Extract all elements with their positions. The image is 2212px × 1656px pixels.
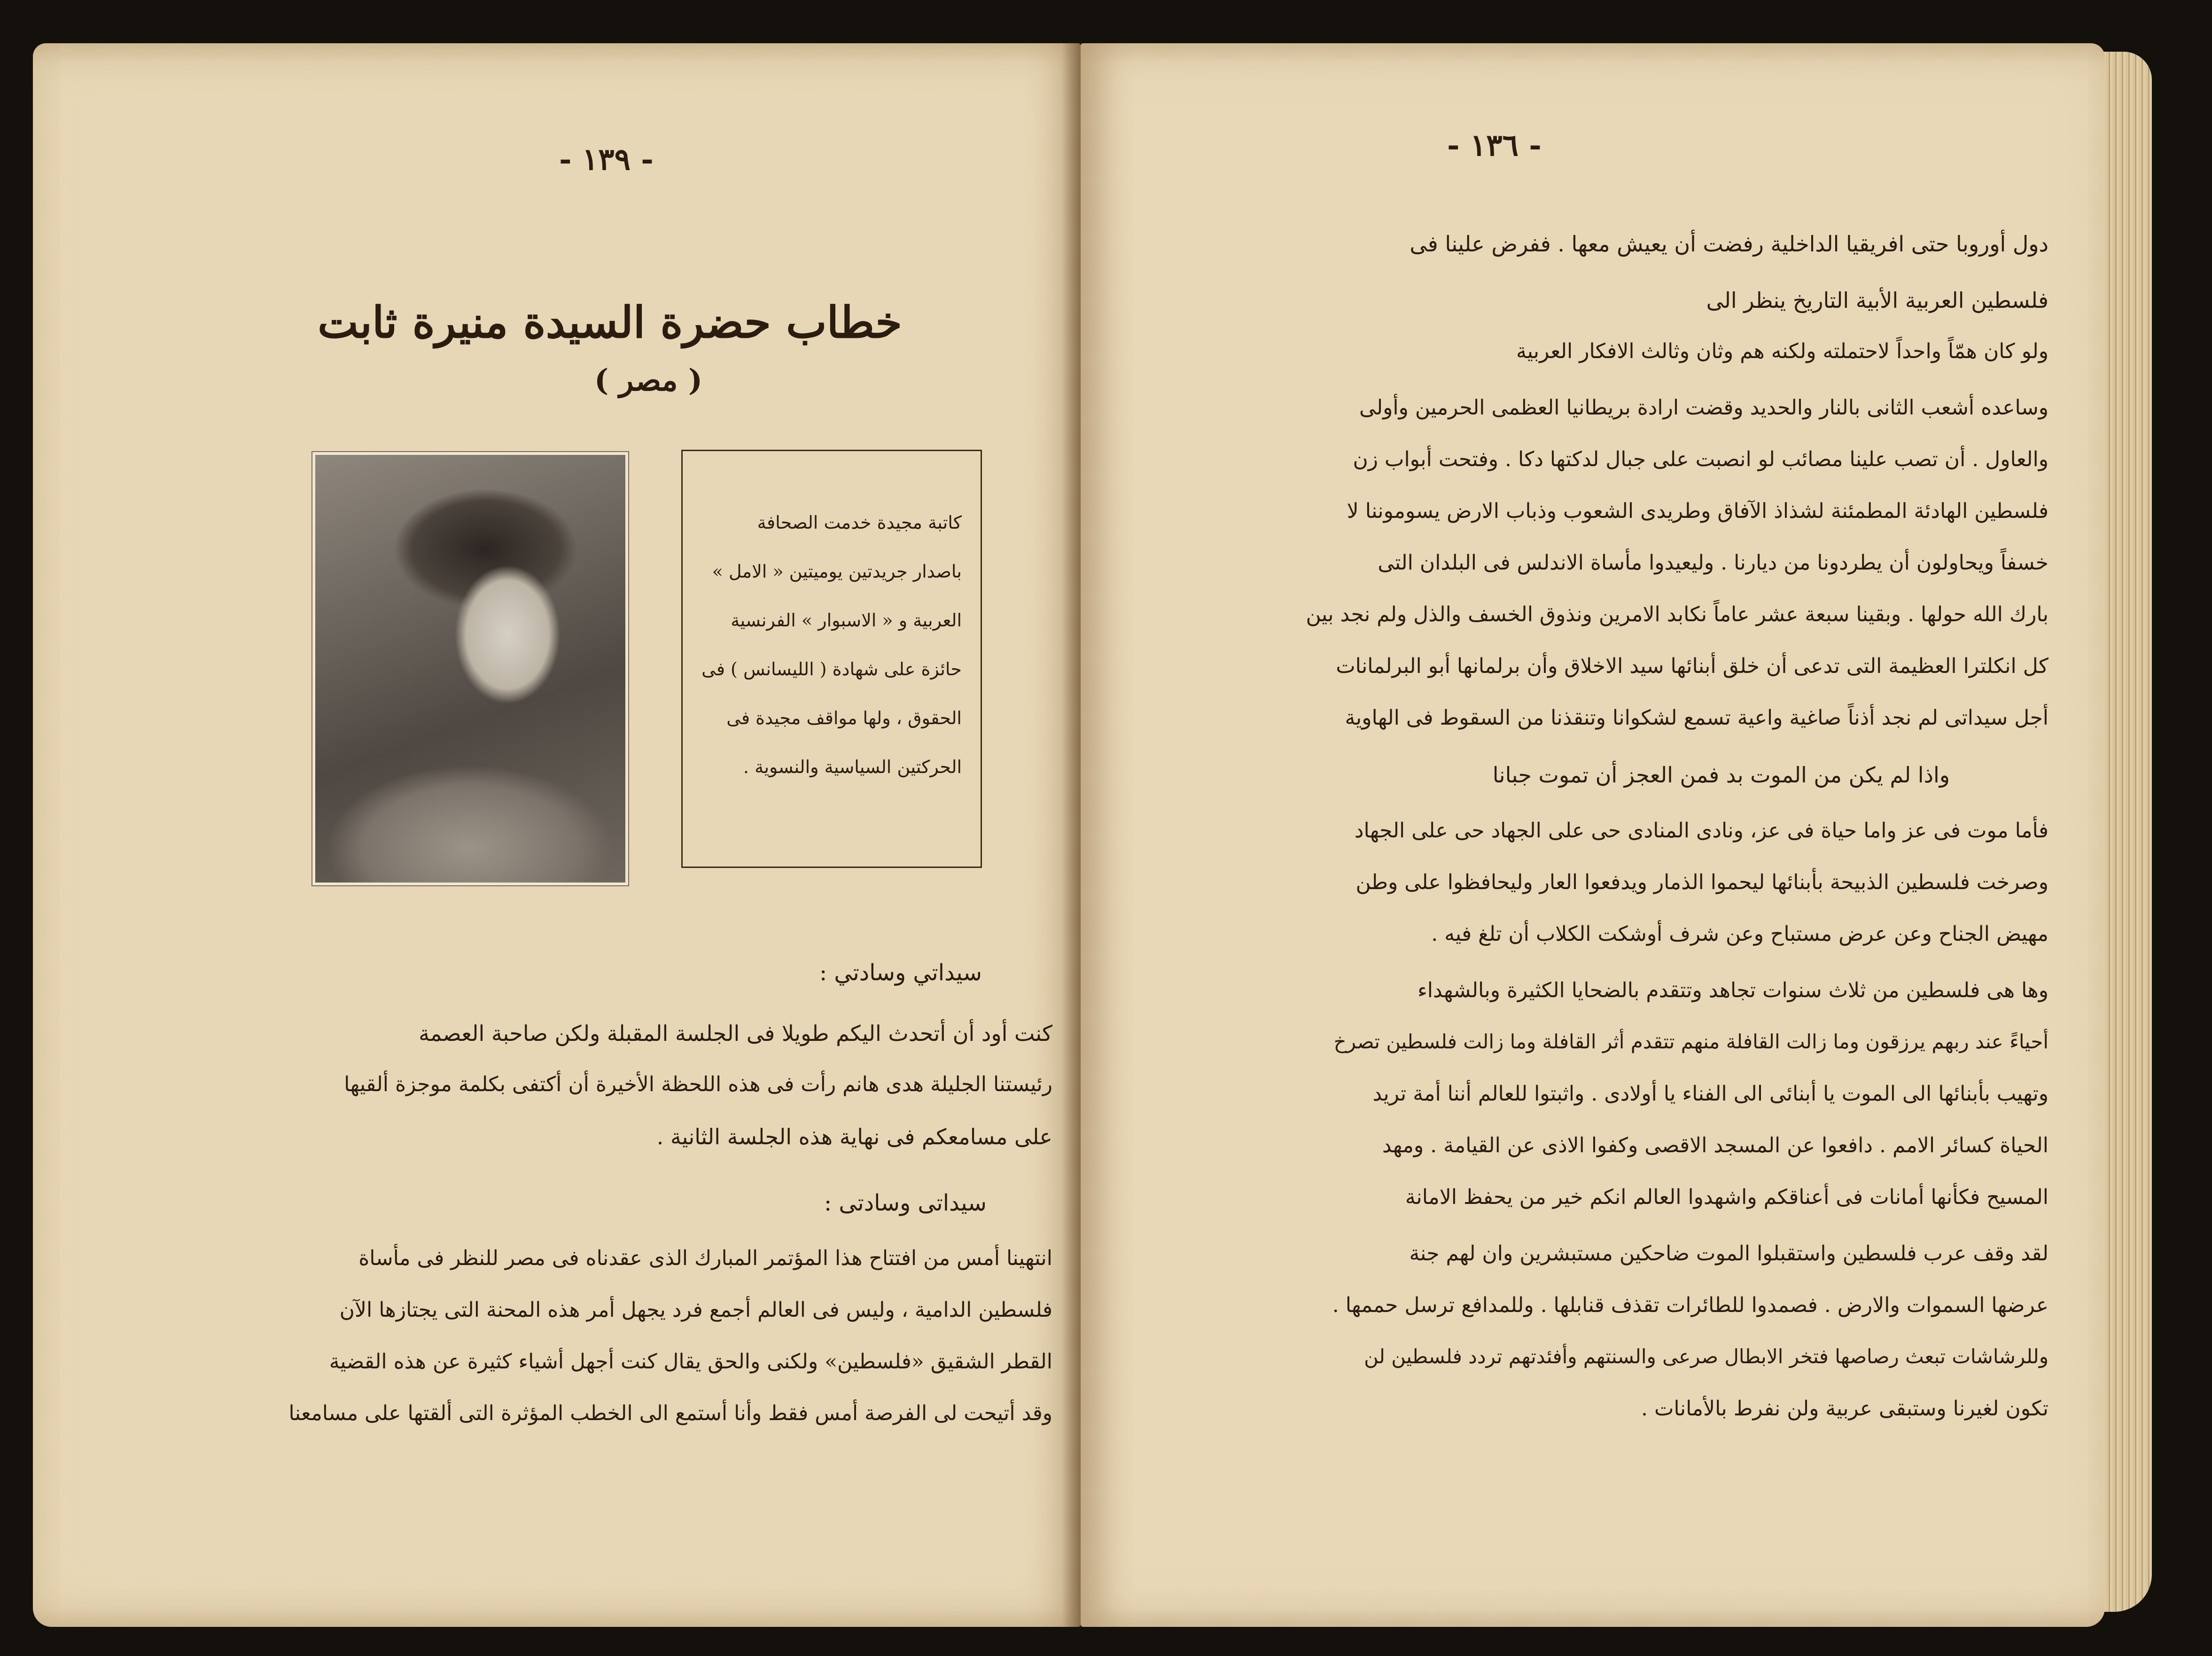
text-line: وها هى فلسطين من ثلاث سنوات تجاهد وتتقدم بالضحايا الكثيرة وبالشهداء: [1418, 978, 2048, 1002]
bio-line: الحقوق ، ولها مواقف مجيدة فى: [726, 708, 962, 728]
text-line: وصرخت فلسطين الذبيحة بأبنائها ليحموا الذمار ويدفعوا العار وليحافظوا على وطن: [1355, 870, 2048, 894]
text-line: ولو كان همّاً واحداً لاحتملته ولكنه هم وثان وثالث الافكار العربية: [1516, 339, 2048, 363]
page-number: - ١٣٦ -: [1447, 128, 1542, 163]
paragraph-line: وقد أتيحت لى الفرصة أمس فقط وأنا أستمع الى الخطب المؤثرة التى ألقتها على مسامعنا: [288, 1401, 1052, 1425]
text-line: كل انكلترا العظيمة التى تدعى أن خلق أبنائها سيد الاخلاق وأن برلمانها أبو البرلمانات: [1336, 654, 2048, 678]
bio-line: العربية و « الاسبوار » الفرنسية: [731, 610, 962, 631]
speaker-country: ( مصر ): [594, 363, 703, 398]
text-line: بارك الله حولها . وبقينا سبعة عشر عاماً نكابد الامرين ونذوق الخسف والذل ولم نجد بين: [1306, 602, 2048, 626]
text-line: وساعده أشعب الثانى بالنار والحديد وقضت ارادة بريطانيا العظمى الحرمين وأولى: [1359, 396, 2048, 420]
paragraph-line: على مسامعكم فى نهاية هذه الجلسة الثانية .: [656, 1124, 1052, 1149]
right-page: [1081, 43, 2105, 1627]
left-page: [33, 43, 1081, 1627]
speaker-bio-box: [681, 450, 982, 868]
bio-line: كاتبة مجيدة خدمت الصحافة: [757, 512, 962, 533]
text-line: وللرشاشات تبعث رصاصها فتخر الابطال صرعى والسنتهم وأفئدتهم تردد فلسطين لن: [1364, 1345, 2048, 1368]
paragraph-line: انتهينا أمس من افتتاح هذا المؤتمر المبارك الذى عقدناه فى مصر للنظر فى مأساة: [358, 1246, 1052, 1270]
speech-title: خطاب حضرة السيدة منيرة ثابت: [318, 297, 902, 348]
text-line: أجل سيداتى لم نجد أذناً صاغية واعية تسمع لشكوانا وتنقذنا من السقوط فى الهاوية: [1345, 706, 2048, 730]
text-line: فلسطين العربية الأبية التاريخ ينظر الى: [1706, 288, 2048, 313]
text-line: دول أوروبا حتى افريقيا الداخلية رفضت أن يعيش معها . ففرض علينا فى: [1410, 231, 2048, 257]
page-number: - ١٣٩ -: [559, 142, 654, 177]
salutation: سيداتي وسادتي :: [819, 960, 982, 986]
text-line: فلسطين الهادئة المطمئنة لشذاذ الآفاق وطريدى الشعوب وذباب الارض يسوموننا لا: [1347, 499, 2048, 523]
bio-line: باصدار جريدتين يوميتين « الامل »: [712, 561, 962, 582]
text-line: فأما موت فى عز واما حياة فى عز، ونادى المنادى حى على الجهاد حى على الجهاد: [1354, 819, 2048, 843]
text-line: خسفاً ويحاولون أن يطردونا من ديارنا . وليعيدوا مأساة الاندلس فى البلدان التى: [1378, 551, 2048, 575]
bio-line: حائزة على شهادة ( الليسانس ) فى: [701, 659, 962, 680]
paragraph-line: فلسطين الدامية ، وليس فى العالم أجمع فرد يجهل أمر هذه المحنة التى يجتازها الآن: [339, 1298, 1052, 1322]
paragraph-line: رئيستنا الجليلة هدى هانم رأت فى هذه اللحظة الأخيرة أن أكتفى بكلمة موجزة ألقيها: [344, 1072, 1052, 1096]
text-line: وتهيب بأبنائها الى الموت يا أبنائى الى الفناء يا أولادى . واثبتوا للعالم أننا أمة تريد: [1372, 1082, 2048, 1106]
text-line: المسيح فكأنها أمانات فى أعناقكم واشهدوا العالم انكم خير من يحفظ الامانة: [1405, 1185, 2048, 1209]
text-line: والعاول . أن تصب علينا مصائب لو انصبت على جبال لدكتها دكا . وفتحت أبواب زن: [1353, 447, 2048, 471]
text-line: عرضها السموات والارض . فصمدوا للطائرات تقذف قنابلها . وللمدافع ترسل حممها .: [1332, 1293, 2048, 1317]
paragraph-line: كنت أود أن أتحدث اليكم طويلا فى الجلسة المقبلة ولكن صاحبة العصمة: [419, 1021, 1052, 1046]
text-line: تكون لغيرنا وستبقى عربية ولن نفرط بالأمانات .: [1641, 1397, 2048, 1421]
text-line: أحياءً عند ربهم يرزقون وما زالت القافلة منهم تتقدم أثر القافلة وما زالت فلسطين تصرخ: [1333, 1030, 2048, 1053]
poetry-line: واذا لم يكن من الموت بد فمن العجز أن تموت جبانا: [1492, 762, 1950, 788]
text-line: لقد وقف عرب فلسطين واستقبلوا الموت ضاحكين مستبشرين وان لهم جنة: [1409, 1242, 2048, 1265]
speaker-portrait: [312, 452, 628, 885]
paragraph-line: القطر الشقيق «فلسطين» ولكنى والحق يقال كنت أجهل أشياء كثيرة عن هذه القضية: [329, 1350, 1052, 1374]
text-line: الحياة كسائر الامم . دافعوا عن المسجد الاقصى وكفوا الاذى عن القيامة . ومهد: [1382, 1133, 2048, 1157]
text-line: مهيض الجناح وعن عرض مستباح وعن شرف أوشكت الكلاب أن تلغ فيه .: [1431, 922, 2048, 946]
salutation: سيداتى وسادتى :: [824, 1190, 987, 1216]
bio-line: الحركتين السياسية والنسوية .: [743, 757, 962, 777]
